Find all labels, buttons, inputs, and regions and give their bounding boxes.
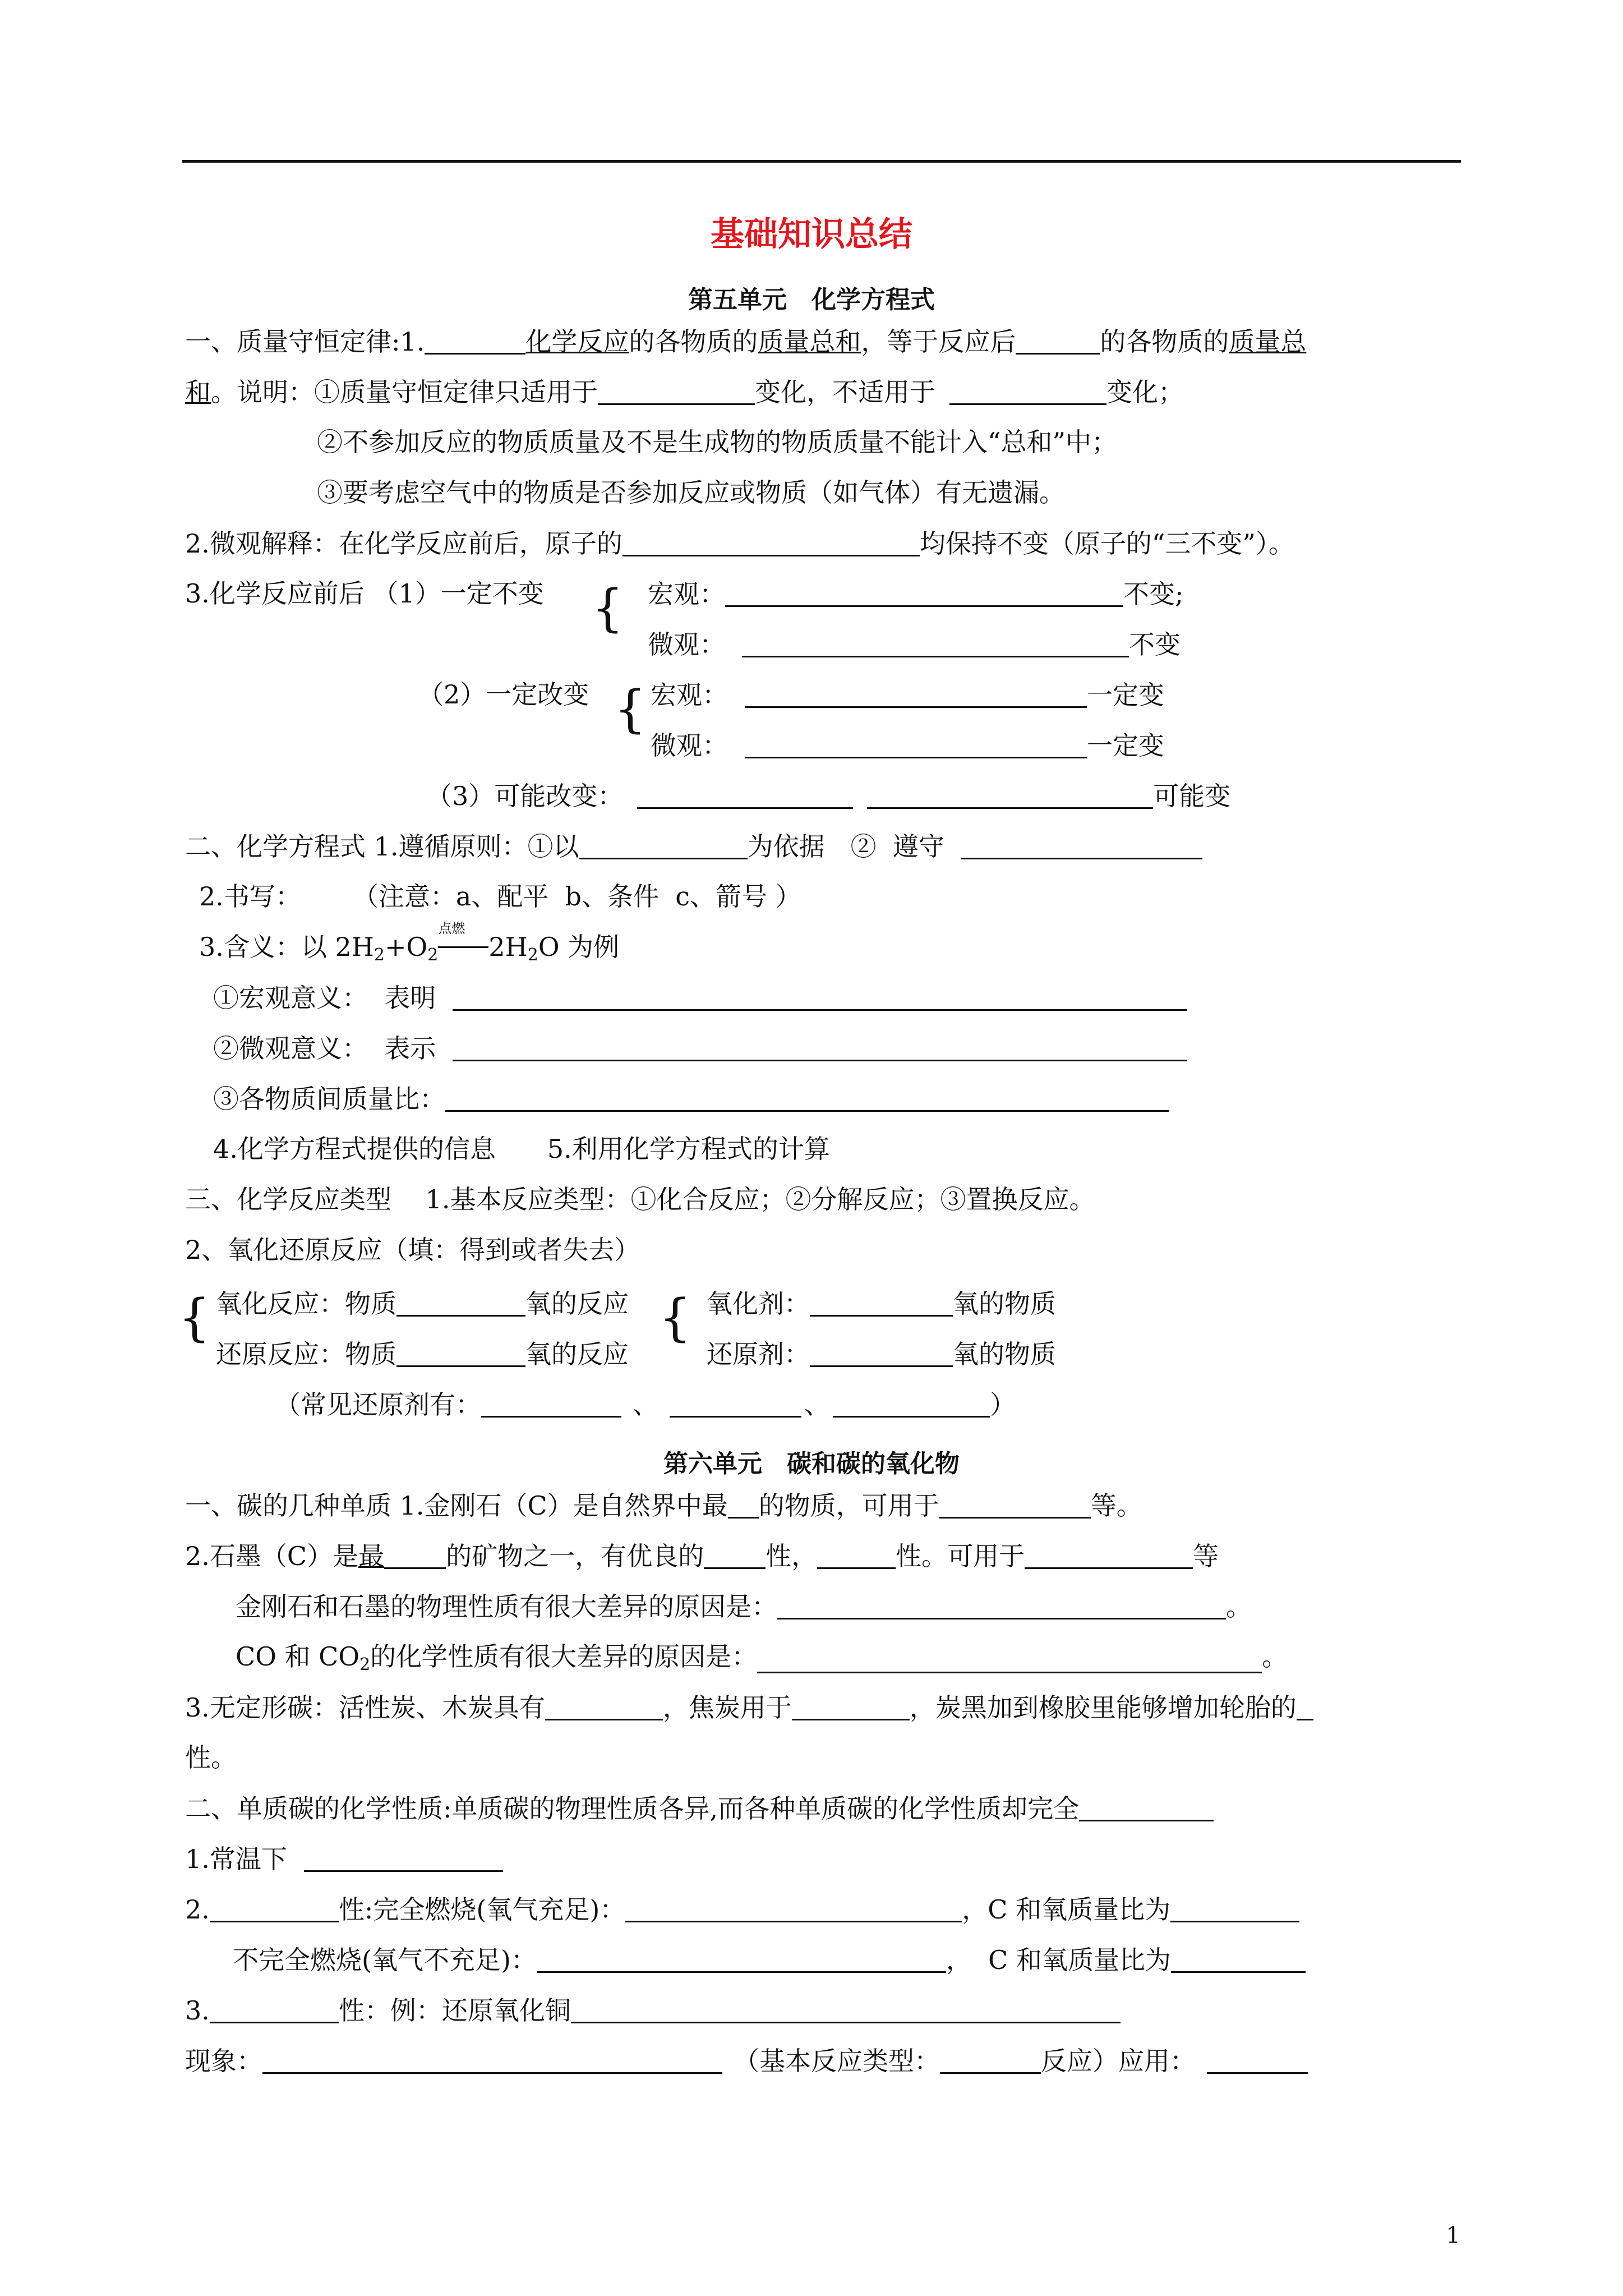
u6-line-12: 现象： （基本反应类型： 反应）应用： (185, 2047, 1308, 2074)
brace-redox-right: { (659, 1289, 691, 1347)
header-rule (182, 160, 1461, 163)
u5-line-14: ①宏观意义： 表明 (213, 984, 1187, 1011)
u5-line-21: 还原反应：物质 氧的反应 (216, 1339, 629, 1369)
page-number: 1 (1446, 2223, 1460, 2248)
u5-line-9-micro: 微观： 一定变 (651, 730, 1164, 761)
u6-line-6: 性。 (185, 1742, 237, 1773)
u6-line-10: 不完全燃烧(氧气不充足)： ， C 和氧质量比为 (233, 1947, 1306, 1973)
brace-unchanged: { (592, 579, 624, 638)
u6-line-4: CO 和 $CO_2$的化学性质有很大差异的原因是： 。 (236, 1641, 1288, 1674)
u6-line-3: 金刚石和石墨的物理性质有很大差异的原因是： 。 (236, 1591, 1252, 1622)
u6-line-7: 二、单质碳的化学性质:单质碳的物理性质各异,而各种单质碳的化学性质却完全 (185, 1795, 1214, 1821)
u5-line-4: ③要考虑空气中的物质是否参加反应或物质（如气体）有无遗漏。 (317, 477, 1065, 508)
u5-line-12: 2.书写： （注意：a、配平 b、条件 c、箭号 ） (199, 881, 801, 912)
u5-line-22: （常见还原剂有： 、 、 ） (275, 1389, 1016, 1420)
u5-line-20: 氧化反应：物质 氧的反应 (216, 1289, 629, 1319)
u6-line-8: 1.常温下 (185, 1846, 503, 1872)
page-title: 基础知识总结 (711, 215, 912, 254)
u6-line-2: 2.石墨（C）是最 的矿物之一，有优良的 性， 性。可用于 等 (185, 1541, 1219, 1571)
u5-line-18: 三、化学反应类型 1.基本反应类型：①化合反应；②分解反应；③置换反应。 (185, 1184, 1095, 1214)
u6-line-11: 3. 性：例：还原氧化铜 (185, 1997, 1121, 2023)
u6-line-5: 3.无定形碳：活性炭、木炭具有 ，焦炭用于 ，炭黑加到橡胶里能够增加轮胎的 (185, 1694, 1313, 1720)
u5-line-5: 2.微观解释：在化学反应前后，原子的 均保持不变（原子的“三不变”）。 (185, 528, 1294, 559)
u5-line-6-label: 3.化学反应前后 （1）一定不变 (185, 578, 544, 609)
u5-line-15: ②微观意义： 表示 (213, 1035, 1187, 1061)
u5-line-16: ③各物质间质量比： (213, 1085, 1169, 1112)
u5-line-8-label: （2）一定改变 (418, 679, 589, 710)
u5-line-1: 一、质量守恒定律:1. 化学反应的各物质的质量总和，等于反应后 的各物质的质量总 (185, 326, 1307, 357)
unit5-heading: 第五单元 化学方程式 (688, 286, 935, 314)
u5-line-19: 2、氧化还原反应（填：得到或者失去） (185, 1235, 640, 1265)
u5-line-13: 3.含义：以 $2H_2+O_2$ 点燃 $2H_2O$ 为例 (199, 921, 620, 965)
u5-line-3: ②不参加反应的物质质量及不是生成物的物质质量不能计入“总和”中； (317, 427, 1118, 457)
u5-line-11: 二、化学方程式 1.遵循原则：①以 为依据 ② 遵守 (185, 833, 1202, 859)
u6-line-9: 2. 性:完全燃烧(氧气充足)： ，C 和氧质量比为 (185, 1896, 1299, 1922)
u5-line-2: 和。说明：①质量守恒定律只适用于 变化，不适用于 变化； (185, 377, 1184, 407)
u5-line-10: （3）可能改变： 可能变 (426, 781, 1231, 811)
u5-line-8-macro: 宏观： 一定变 (651, 680, 1164, 710)
brace-redox-left: { (178, 1289, 211, 1347)
u6-line-1: 一、碳的几种单质 1.金刚石（C）是自然界中最 的物质，可用于 等。 (185, 1490, 1142, 1521)
u5-line-7-micro: 微观： 不变 (648, 629, 1181, 660)
u5-line-17: 4.化学方程式提供的信息 5.利用化学方程式的计算 (213, 1134, 830, 1164)
u5-line-6-macro: 宏观： 不变; (648, 579, 1184, 609)
brace-changed: { (614, 680, 647, 739)
u5-line-21-agent: 还原剂： 氧的物质 (707, 1339, 1056, 1369)
unit6-heading: 第六单元 碳和碳的氧化物 (663, 1450, 960, 1478)
u5-line-20-agent: 氧化剂： 氧的物质 (707, 1289, 1056, 1319)
